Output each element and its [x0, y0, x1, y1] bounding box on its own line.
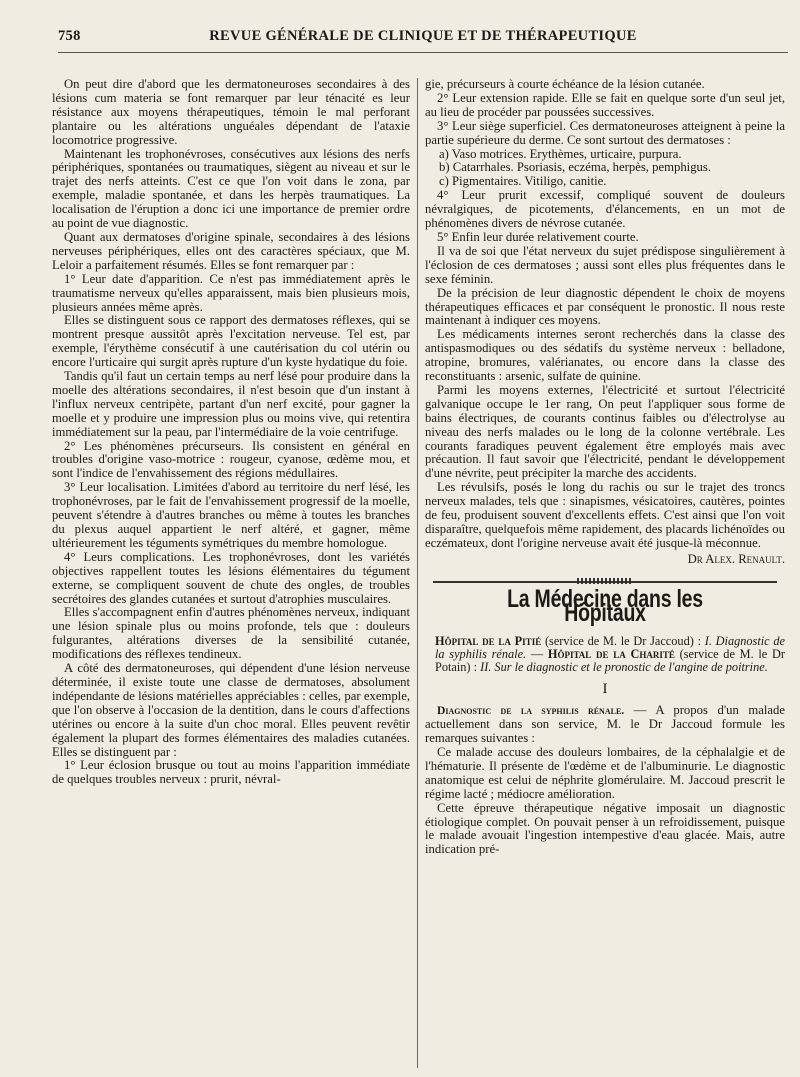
paragraph: gie, précurseurs à courte échéance de la lésion cutanée. [425, 77, 705, 91]
paragraph: 2° Les phénomènes précurseurs. Ils consistent en général en troubles d'origine vaso-motrice : rougeur, cyanose, œdème mou, et sont l'indice de l'envahissement des régions médullaires. [52, 438, 410, 481]
paragraph: Maintenant les trophonévroses, consécutives aux lésions des nerfs périphériques, spontanées ou traumatiques, siègent au niveau et sur le trajet des nerfs atteints. C'est ce que l'on voit dans le zona, par exemple, maladie spontanée, et dans les herpès traumatiques. La localisation de l'éruption a donc ici une importance de premier ordre au point de vue diagnostic. [52, 146, 410, 231]
paragraph: Il va de soi que l'état nerveux du sujet prédispose singulièrement à l'éclosion de ces dermatoses ; aussi sont elles plus fréquentes dans le sexe féminin. [425, 243, 785, 286]
paragraph: Les révulsifs, posés le long du rachis ou sur le trajet des troncs nerveux malades, tels que : sinapismes, vésicatoires, cautères, pointes de feu, produisent souvent d'excellents effets. C'est ainsi que l'on voit disparaître, quelquefois même rapidement, des placards lichénoïdes ou eczémateux, dont l'origine nerveuse avait été jusque-là méconnue. [425, 480, 785, 550]
paragraph: Ce malade accuse des douleurs lombaires, de la céphalalgie et de l'hématurie. Il présente de l'œdème et de l'albuminurie. Le diagnostic anatomique est celui de néphrite glomérulaire. M. Jaccoud prescrit le régime lacté ; médiocre amélioration. [425, 745, 785, 801]
column-divider [417, 78, 418, 1068]
subsection-paragraph [425, 704, 785, 746]
page-number: 758 [58, 28, 81, 44]
author-signature: Dr Alex. Renault. [687, 551, 785, 566]
paragraph: 1° Leur éclosion brusque ou tout au moins l'apparition immédiate de quelques troubles nerveux : prurit, névral- [52, 758, 410, 787]
paragraph: 3° Leur siège superficiel. Ces dermatoneuroses atteignent à peine la partie supérieure du derme. Ce sont surtout des dermatoses : [425, 118, 785, 147]
header-rule [58, 52, 788, 53]
paragraph: Quant aux dermatoses d'origine spinale, secondaires à des lésions nerveuses périphériques, elles ont des caractères spéciaux, que M. Leloir a parfaitement résumés. Elles se font remarquer par : [52, 229, 410, 272]
paragraph: Tandis qu'il faut un certain temps au nerf lésé pour produire dans la moelle des altérations secondaires, il n'est besoin que d'un instant à l'influx nerveux centripète, partant d'un nerf excité, pour gagner la moelle et y produire une impression plus ou moins vive, qui retentira immédiatement sur la peau, par l'intermédiaire de la voie centrifuge. [52, 369, 410, 439]
paragraph: 5° Enfin leur durée relativement courte. [437, 229, 639, 244]
section-title: La Médecine dans les Hôpitaux [507, 584, 703, 627]
right-column [425, 78, 785, 857]
subsection-lead: — A propos d'un malade actuellement dans son service, M. le Dr Jaccoud formule les remarques suivantes : [425, 703, 785, 746]
service-note: (service de M. le Dr Potain) : [435, 646, 785, 675]
service-note: (service de M. le Dr Jaccoud) : [541, 633, 705, 648]
list-item: a) Vaso motrices. Erythèmes, urticaire, purpura. [439, 146, 682, 161]
list-item: b) Catarrhales. Psoriasis, eczéma, herpès, pemphigus. [439, 160, 711, 175]
dash: — [526, 646, 548, 661]
topic-title: II. Sur le diagnostic et le pronostic de l'angine de poitrine. [480, 660, 768, 675]
paragraph: Les médicaments internes seront recherchés dans la classe des antispasmodiques ou des sédatifs du système nerveux : belladone, atropine, bromures, valérianates, ou encore dans la classe des reconstituants : arsenic, sulfate de quinine. [425, 327, 785, 384]
paragraph: Elles se distinguent sous ce rapport des dermatoses réflexes, qui se montrent presque aussitôt après l'excitation nerveuse. Tel est, par exemple, l'érythème consécutif à une cautérisation du col utérin ou encore l'urticaire qui surgit après rupture d'un kyste hydatique du foie. [52, 313, 410, 370]
running-title: REVUE GÉNÉRALE DE CLINIQUE ET DE THÉRAPEUTIQUE [209, 28, 637, 44]
paragraph: 4° Leur prurit excessif, compliqué souvent de douleurs névralgiques, de picotements, d'élancements, en un mot de phénomènes divers de névrose cutanée. [425, 188, 785, 231]
paragraph: A côté des dermatoneuroses, qui dépendent d'une lésion nerveuse déterminée, il existe toute une classe de dermatoses, absolument indépendante de lésions matérielles appréciables : celles, par exemple, que l'on observe à l'occasion de la dentition, dans le cours d'affections utérines ou encore à la suite d'un choc moral. Elles peuvent revêtir également la plupart des formes élémentaires des maladies cutanées. Elles se distinguent par : [52, 661, 410, 759]
paragraph: 1° Leur date d'apparition. Ce n'est pas immédiatement après le traumatisme nerveux qu'elles apparaissent, mais bien plusieurs mois, plusieurs années même après. [52, 271, 410, 314]
paragraph: De la précision de leur diagnostic dépendent le choix de moyens thérapeutiques efficaces et par conséquent le pronostic. Il nous reste maintenant à indiquer ces moyens. [425, 285, 785, 328]
section-numeral: I [602, 681, 608, 698]
left-column [52, 78, 410, 787]
hospital-name: Hôpital de la Pitié [435, 633, 542, 648]
paragraph: 2° Leur extension rapide. Elle se fait en quelque sorte d'un seul jet, au lieu de procéder par poussées successives. [425, 90, 785, 119]
paragraph: 3° Leur localisation. Limitées d'abord au territoire du nerf lésé, les trophonévroses, par le fait de l'envahissement progressif de la moelle, peuvent s'étendre à d'autres branches ou même à toutes les branches du plexus auquel appartient le nerf altéré, et gagner, même ultérieurement les téguments symétriques du membre homologue. [52, 480, 410, 550]
hospital-intro [425, 635, 785, 675]
hospital-name: Hôpital de la Charité [547, 646, 675, 661]
paragraph: On peut dire d'abord que les dermatoneuroses secondaires à des lésions cum materia se font remarquer par leur ténacité es leur résistance aux moyens thérapeutiques, témoin le mal perforant plantaire ou les altérations unguéales dépendant de l'ataxie locomotrice progressive. [52, 77, 410, 147]
paragraph: Elles s'accompagnent enfin d'autres phénomènes nerveux, indiquant une lésion spinale plus ou moins profonde, tels que : douleurs fulgurantes, altérations diverses de la sensibilité cutanée, modifications des réflexes tendineux. [52, 605, 410, 662]
list-item: c) Pigmentaires. Vitiligo, canitie. [439, 174, 607, 189]
paragraph: Cette épreuve thérapeutique négative imposait un diagnostic étiologique complet. On pouvait penser à un refroidissement, puisque le malade avouait l'ingestion intempestive d'eau glacée. Mais, autre indication pré- [425, 800, 785, 857]
topic-title: I. Diagnostic de la syphilis rénale. [435, 633, 785, 661]
paragraph: Parmi les moyens externes, l'électricité et surtout l'électricité galvanique occupe le 1er rang, On peut l'appliquer sous forme de bains électriques, de courants continus faibles ou d'électrolyse au niveau des nerfs malades ou le long de la colonne vertébrale. Les courants faradiques peuvent également être employés mais avec précaution. Il faut savoir que l'électricité, pendant le développement d'une névrite, peut précipiter la marche des accidents. [425, 382, 785, 481]
page-header [58, 28, 788, 52]
paragraph: 4° Leurs complications. Les trophonévroses, dont les variétés objectives rappellent toutes les lésions élémentaires du tégument externe, se compliquent souvent de chute des ongles, de troubles secrétoires des glandes cutanées et surtout d'atrophies musculaires. [52, 549, 410, 606]
subsection-title: Diagnostic de la syphilis rénale. [437, 704, 625, 718]
